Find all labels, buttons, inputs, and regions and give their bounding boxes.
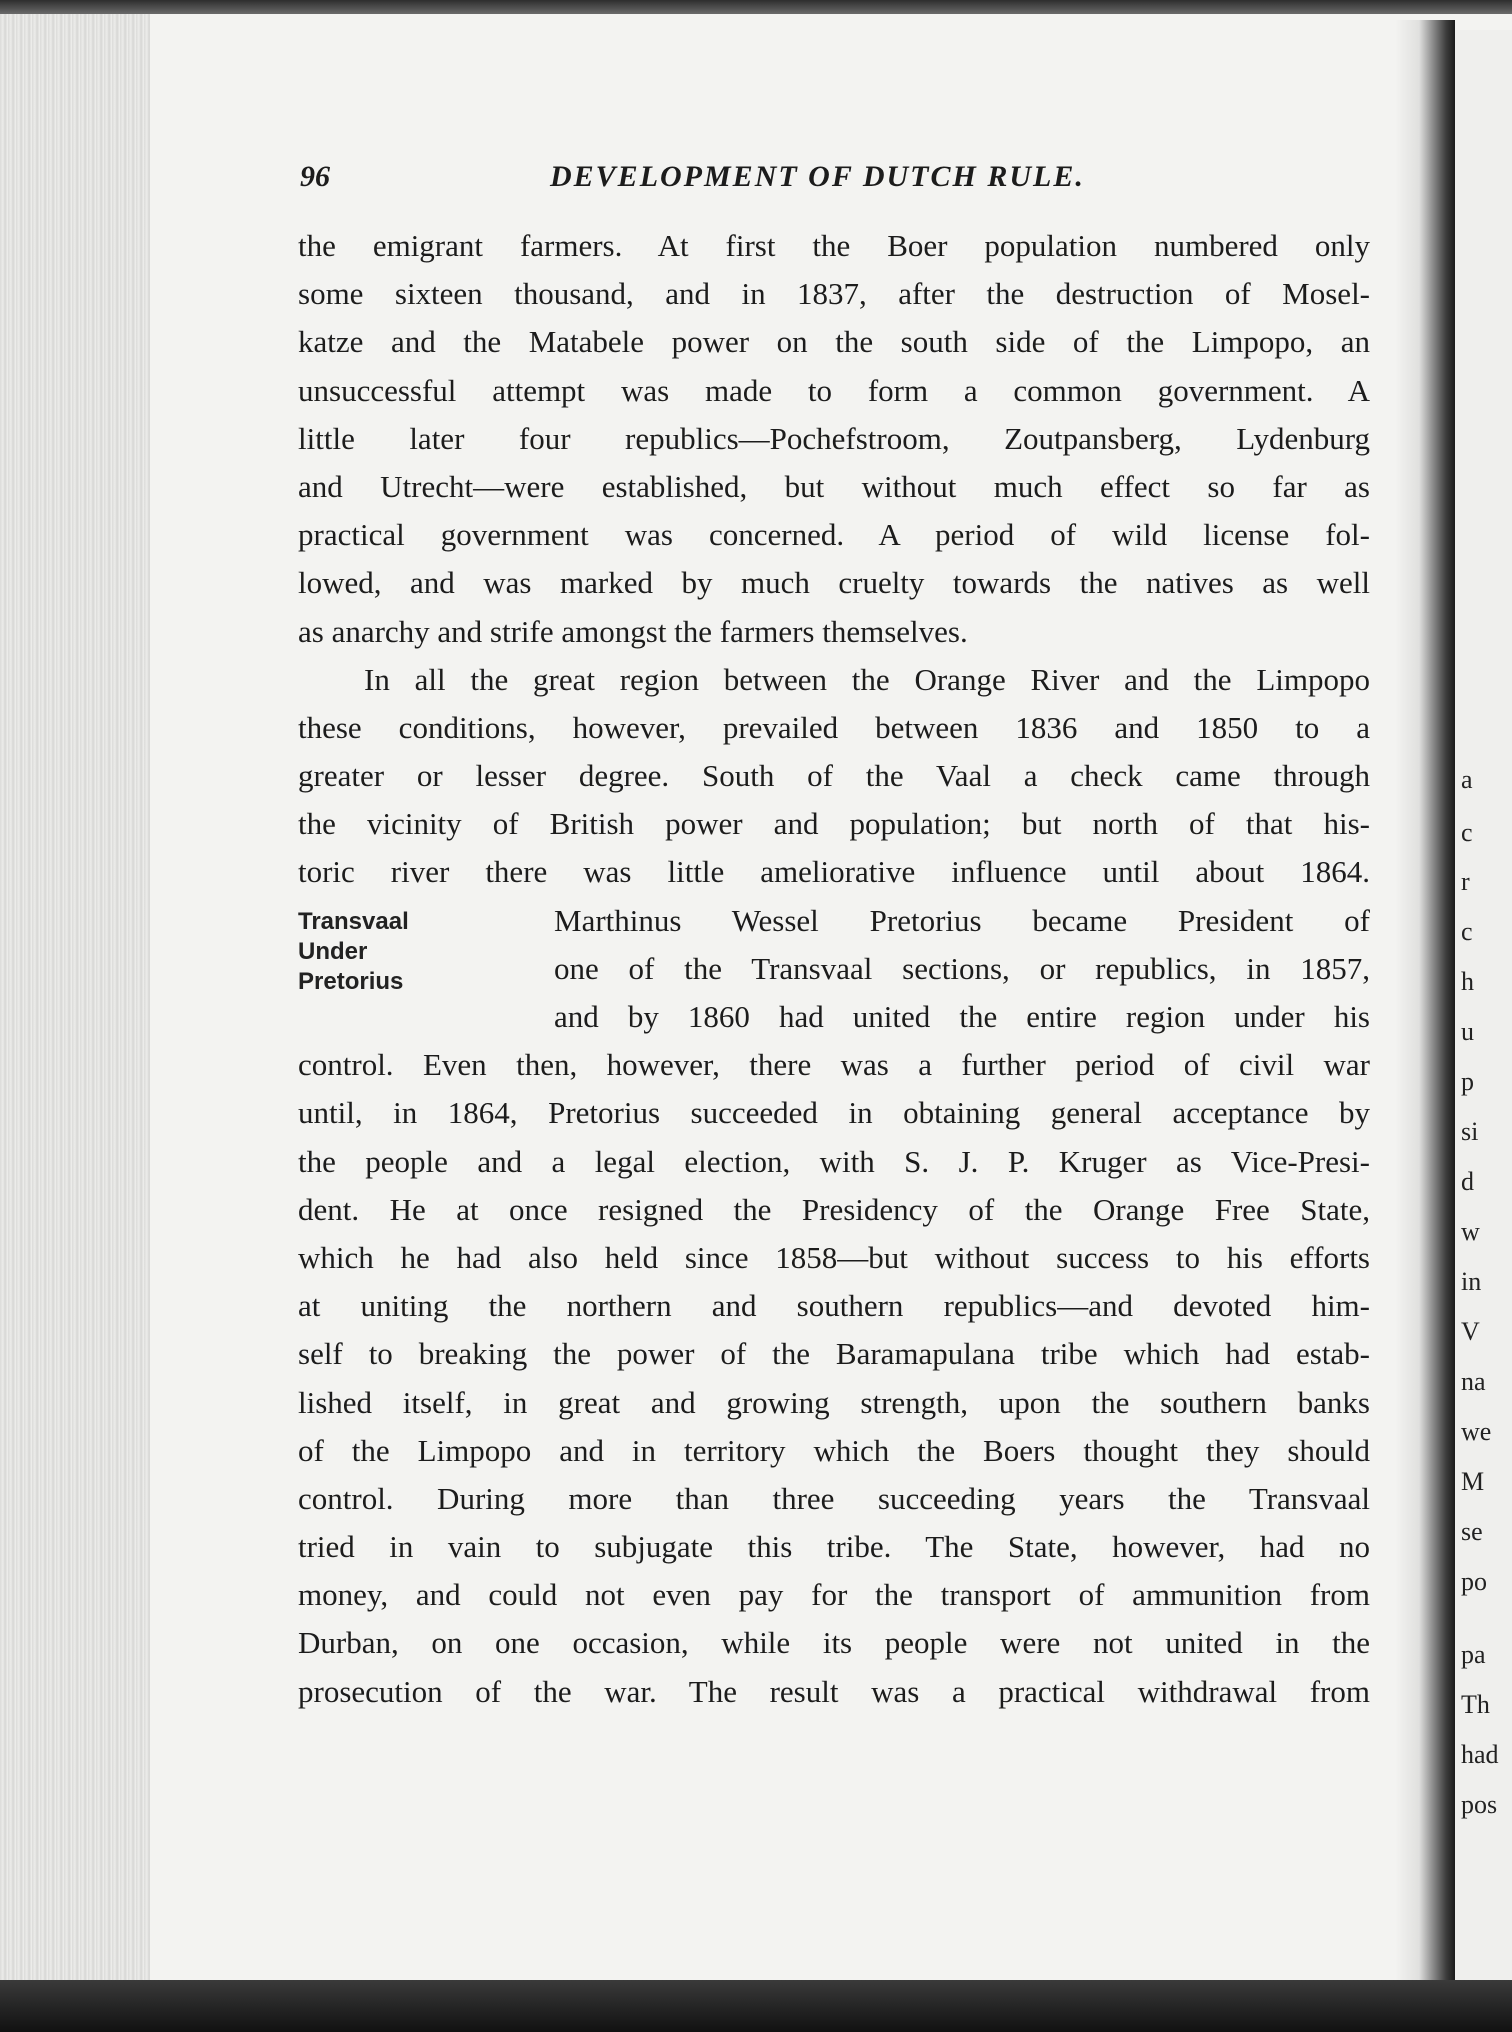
text-line: little later four republics—Pochefstroom, Zoutpansberg, Lydenburg	[298, 420, 1370, 456]
next-page-fragment: pos	[1461, 1790, 1498, 1819]
next-page-fragment: c	[1461, 917, 1473, 946]
running-title: DEVELOPMENT OF DUTCH RULE.	[550, 160, 1085, 193]
sidenote-line: Pretorius	[298, 967, 404, 995]
page-top-edge	[0, 0, 1512, 14]
text-line: In all the great region between the Orange River and the Limpopo	[364, 661, 1370, 697]
scan-bottom-edge	[0, 1980, 1512, 2032]
text-line: prosecution of the war. The result was a practical withdrawal from	[298, 1673, 1370, 1709]
text-line: which he had also held since 1858—but without success to his efforts	[298, 1239, 1370, 1275]
next-page-fragment: had	[1461, 1740, 1499, 1769]
text-line: tried in vain to subjugate this tribe. The State, however, had no	[298, 1529, 1370, 1565]
next-page-fragment: h	[1461, 967, 1474, 996]
next-page-fragment: d	[1461, 1167, 1474, 1196]
next-page-fragment: u	[1461, 1017, 1474, 1046]
next-page-fragment: r	[1461, 867, 1470, 896]
margin-sidenote	[298, 907, 528, 997]
body-text	[298, 222, 1370, 1716]
next-page-fragment: we	[1461, 1417, 1492, 1446]
text-line: greater or lesser degree. South of the Vaal a check came through	[298, 758, 1370, 794]
text-line: lished itself, in great and growing strength, upon the southern banks	[298, 1384, 1370, 1420]
text-line: as anarchy and strife amongst the farmers themselves.	[298, 613, 968, 649]
text-line: the people and a legal election, with S. J. P. Kruger as Vice-Presi-	[298, 1143, 1370, 1179]
next-page-fragment: po	[1461, 1567, 1487, 1596]
text-line: unsuccessful attempt was made to form a common government. A	[298, 372, 1370, 408]
text-line: and by 1860 had united the entire region under his	[554, 999, 1370, 1034]
next-page-fragment: na	[1461, 1367, 1486, 1396]
sidenote-line: Under	[298, 937, 368, 965]
text-line: of the Limpopo and in territory which the Boers thought they should	[298, 1432, 1370, 1468]
next-page-fragment: pa	[1461, 1640, 1486, 1669]
page-number: 96	[300, 160, 330, 193]
next-page-fragment: Th	[1461, 1690, 1490, 1719]
next-page-fragment: se	[1461, 1517, 1483, 1546]
sidenote-row	[298, 897, 1370, 1042]
text-line: the vicinity of British power and population; but north of that his-	[298, 806, 1370, 842]
next-page-fragment: M	[1461, 1467, 1485, 1496]
text-line: lowed, and was marked by much cruelty towards the natives as well	[298, 565, 1370, 601]
text-line: katze and the Matabele power on the south side of the Limpopo, an	[298, 324, 1370, 360]
next-page-fragment: in	[1461, 1267, 1482, 1296]
text-line: toric river there was little ameliorative influence until about 1864.	[298, 854, 1370, 890]
text-line: the emigrant farmers. At first the Boer population numbered only	[298, 228, 1370, 263]
text-line: until, in 1864, Pretorius succeeded in obtaining general acceptance by	[298, 1095, 1370, 1131]
running-head	[300, 160, 1140, 204]
text-line: money, and could not even pay for the transport of ammunition from	[298, 1577, 1370, 1613]
next-page-fragment: p	[1461, 1067, 1474, 1096]
text-line: control. During more than three succeeding years the Transvaal	[298, 1480, 1370, 1516]
text-line: Durban, on one occasion, while its people were not united in the	[298, 1625, 1370, 1661]
gutter-shadow	[1395, 20, 1455, 2010]
next-page-fragment: V	[1461, 1317, 1480, 1346]
text-line: practical government was concerned. A period of wild license fol-	[298, 517, 1370, 553]
text-line: at uniting the northern and southern republics—and devoted him-	[298, 1288, 1370, 1324]
text-line: dent. He at once resigned the Presidency of the Orange Free State,	[298, 1191, 1370, 1227]
text-line: Marthinus Wessel Pretorius became President of	[554, 902, 1370, 938]
text-line: self to breaking the power of the Baramapulana tribe which had estab-	[298, 1336, 1370, 1372]
next-page-fragment: a	[1461, 765, 1473, 794]
next-page-edge	[1455, 30, 1512, 1980]
stacked-page-edges	[0, 0, 150, 2032]
text-line: control. Even then, however, there was a further period of civil war	[298, 1047, 1370, 1083]
text-line: and Utrecht—were established, but without much effect so far as	[298, 468, 1370, 504]
sidenote-line: Transvaal	[298, 907, 409, 935]
next-page-fragment: c	[1461, 818, 1473, 847]
text-line: these conditions, however, prevailed between 1836 and 1850 to a	[298, 709, 1370, 745]
next-page-fragment: w	[1461, 1217, 1480, 1246]
text-line: some sixteen thousand, and in 1837, after the destruction of Mosel-	[298, 276, 1370, 312]
text-line: one of the Transvaal sections, or republics, in 1857,	[554, 950, 1370, 986]
next-page-fragment: si	[1461, 1117, 1479, 1146]
